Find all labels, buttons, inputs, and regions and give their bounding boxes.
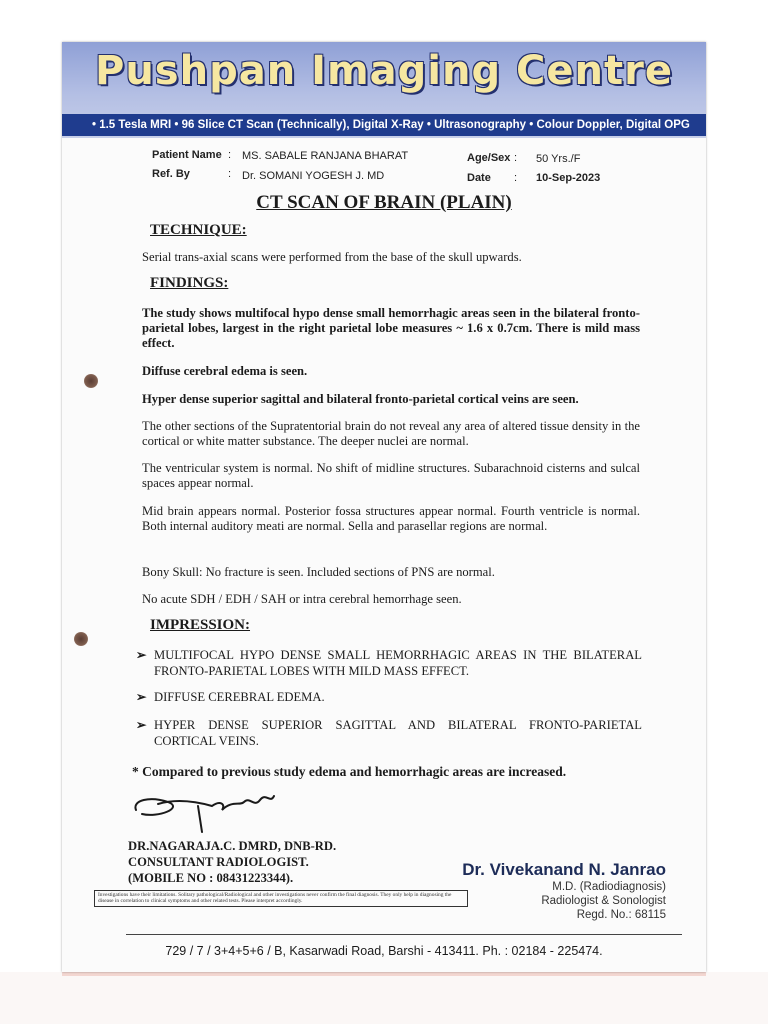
finding-paragraph: The ventricular system is normal. No shift of midline structures. Subarachnoid cisterns and sulcal spaces appear normal.	[142, 461, 640, 490]
finding-paragraph: Hyper dense superior sagittal and bilateral fronto-parietal cortical veins are seen.	[142, 392, 579, 406]
impression-item	[136, 717, 642, 749]
age-sex-colon: :	[514, 152, 518, 164]
impression-item	[136, 647, 642, 679]
disclaimer-box: Investigations have their limitations. Solitary pathological/Radiological and other investigations never confirm the final diagnosis. They only help in diagnosing the disease in correlation to clinical symptoms and other related tests. Please interpret accordingly.	[94, 890, 468, 907]
background-bottom	[0, 972, 768, 1024]
footer-divider	[126, 934, 682, 935]
signatory-mobile: (MOBILE NO : 08431223344).	[128, 871, 294, 885]
arrow-bullet-icon: ➢	[136, 648, 147, 662]
handwritten-signature	[128, 782, 288, 834]
ref-by-label: Ref. By	[152, 168, 190, 180]
technique-text: Serial trans-axial scans were performed from the base of the skull upwards.	[142, 250, 522, 264]
date-colon: :	[514, 172, 518, 184]
patient-name-label: Patient Name	[152, 149, 222, 161]
finding-paragraph: The study shows multifocal hypo dense small hemorrhagic areas seen in the bilateral fronto-parietal lobes, largest in the right parietal lobe measures ~ 1.6 x 0.7cm. There is mild mass effect.	[142, 306, 640, 350]
brand-logo-text: Pushpan Imaging Centre	[95, 48, 673, 94]
finding-paragraph: No acute SDH / EDH / SAH or intra cerebral hemorrhage seen.	[142, 592, 462, 606]
arrow-bullet-icon: ➢	[136, 718, 147, 732]
report-sheet	[62, 42, 706, 972]
signatory-name: DR.NAGARAJA.C. DMRD, DNB-RD.	[128, 839, 337, 853]
second-doctor-qualification: M.D. (Radiodiagnosis)	[552, 881, 666, 893]
letterhead	[62, 42, 706, 138]
finding-paragraph: Bony Skull: No fracture is seen. Included sections of PNS are normal.	[142, 565, 495, 579]
date-label: Date	[467, 172, 491, 184]
signatory-block	[128, 838, 336, 886]
footer-address: 729 / 7 / 3+4+5+6 / B, Kasarwadi Road, Barshi - 413411. Ph. : 02184 - 225474.	[165, 944, 603, 958]
impression-text: MULTIFOCAL HYPO DENSE SMALL HEMORRHAGIC AREAS IN THE BILATERAL FRONTO-PARIETAL LOBES WITH MILD MASS EFFECT.	[154, 648, 642, 678]
comparison-note: * Compared to previous study edema and hemorrhagic areas are increased.	[132, 764, 567, 779]
impression-text: DIFFUSE CEREBRAL EDEMA.	[154, 690, 325, 704]
ref-by-colon: :	[228, 168, 232, 180]
impression-heading: IMPRESSION:	[150, 617, 251, 633]
signatory-role: CONSULTANT RADIOLOGIST.	[128, 855, 309, 869]
impression-text: HYPER DENSE SUPERIOR SAGITTAL AND BILATERAL FRONTO-PARIETAL CORTICAL VEINS.	[154, 718, 642, 748]
patient-name-colon: :	[228, 149, 232, 161]
second-doctor-role: Radiologist & Sonologist	[541, 895, 666, 907]
report-title: CT SCAN OF BRAIN (PLAIN)	[256, 192, 512, 213]
patient-name-value: MS. SABALE RANJANA BHARAT	[242, 150, 409, 162]
finding-paragraph: The other sections of the Supratentorial brain do not reveal any area of altered tissue density in the cortical or white matter substance. The deeper nuclei are normal.	[142, 419, 640, 448]
punch-hole	[84, 374, 98, 388]
technique-heading: TECHNIQUE:	[150, 222, 247, 238]
finding-paragraph: Diffuse cerebral edema is seen.	[142, 364, 308, 378]
age-sex-value: 50 Yrs./F	[536, 153, 581, 165]
ref-by-value: Dr. SOMANI YOGESH J. MD	[242, 170, 385, 182]
arrow-bullet-icon: ➢	[136, 690, 147, 704]
services-bar: • 1.5 Tesla MRI • 96 Slice CT Scan (Technically), Digital X-Ray • Ultrasonography • Colour Doppler, Digital OPG	[62, 114, 706, 136]
finding-paragraph: Mid brain appears normal. Posterior fossa structures appear normal. Fourth ventricle is normal. Both internal auditory meati are normal. Sella and parasellar regions are normal.	[142, 504, 640, 533]
punch-hole	[74, 632, 88, 646]
date-value: 10-Sep-2023	[536, 172, 601, 184]
second-doctor-name: Dr. Vivekanand N. Janrao	[462, 860, 666, 879]
findings-heading: FINDINGS:	[150, 275, 229, 291]
impression-item	[136, 689, 642, 705]
second-doctor-regd: Regd. No.: 68115	[576, 909, 666, 921]
second-doctor-stamp	[462, 860, 666, 922]
age-sex-label: Age/Sex	[467, 152, 511, 164]
